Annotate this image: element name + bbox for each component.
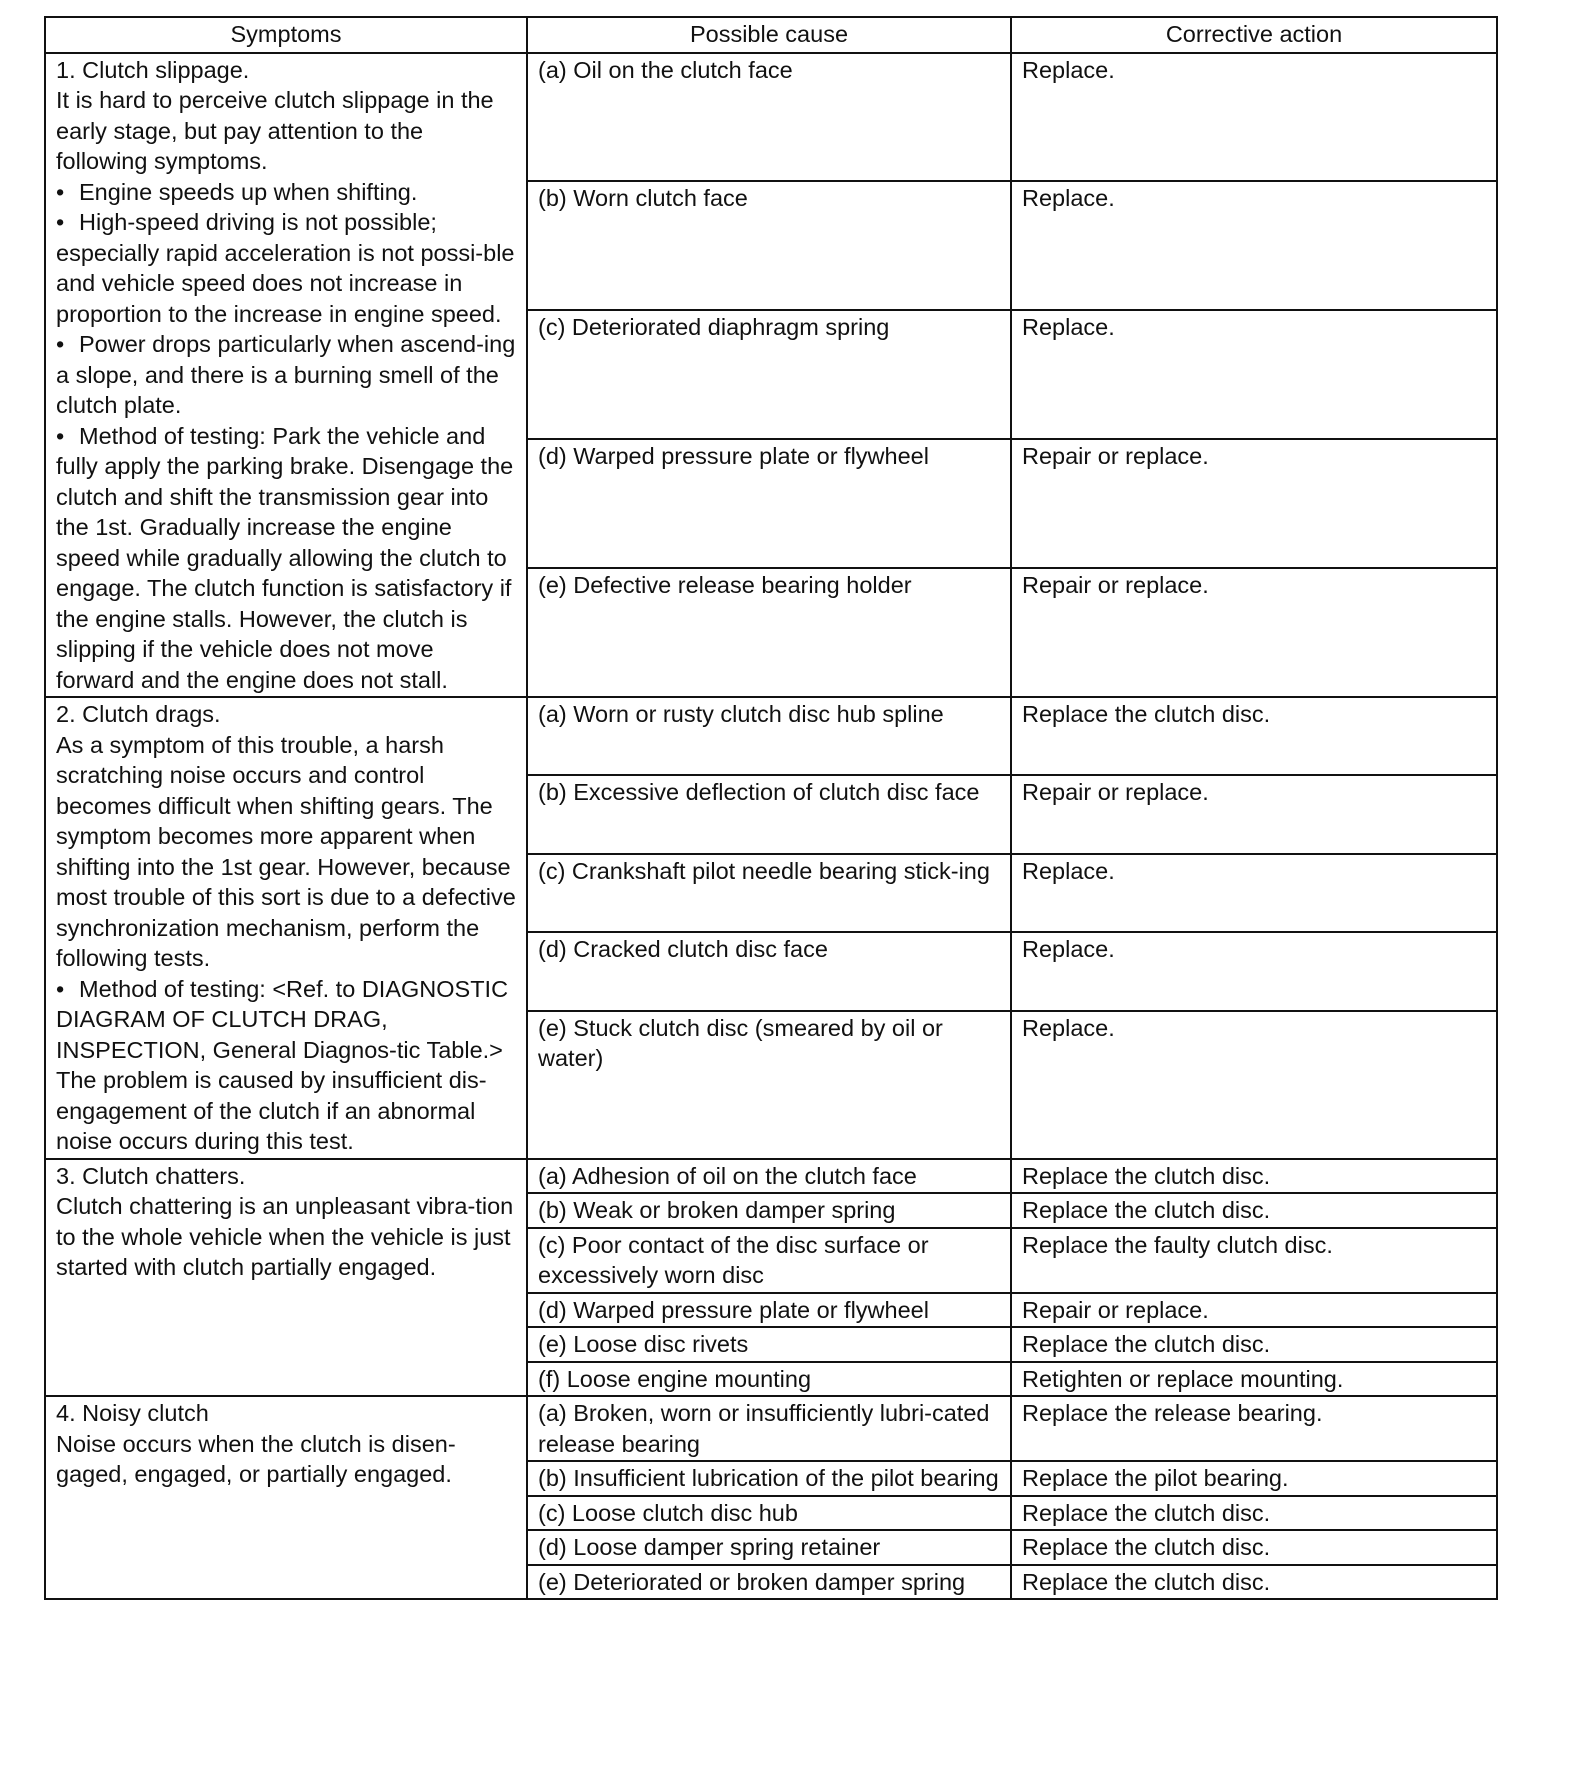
table-row [45,53,1497,182]
cause-cell: (a) Broken, worn or insufficiently lubri-cated release bearing [527,1396,1011,1461]
action-cell: Repair or replace. [1011,775,1497,853]
header-symptoms: Symptoms [45,17,527,53]
symptom-bullet [56,177,516,208]
table-row [45,1396,1497,1461]
symptom-cell [45,1396,527,1599]
cause-cell: (e) Deteriorated or broken damper spring [527,1565,1011,1600]
action-cell: Replace. [1011,932,1497,1010]
symptom-text: As a symptom of this trouble, a harsh scratching noise occurs and control becomes difficult when shifting gears. The symptom becomes more apparent when shifting into the 1st gear. However, because most trouble of this sort is due to a defective synchronization mechanism, perform the following tests. [56,731,516,971]
header-row [45,17,1497,53]
cause-cell: (c) Loose clutch disc hub [527,1496,1011,1531]
cause-cell: (c) Poor contact of the disc surface or excessively worn disc [527,1228,1011,1293]
action-cell: Replace. [1011,53,1497,182]
cause-cell: (c) Deteriorated diaphragm spring [527,310,1011,439]
symptom-bullet [56,207,516,329]
cause-cell: (b) Weak or broken damper spring [527,1193,1011,1228]
cause-cell: (d) Warped pressure plate or flywheel [527,1293,1011,1328]
cause-cell: (a) Worn or rusty clutch disc hub spline [527,697,1011,775]
symptom-title: 1. Clutch slippage. [56,56,250,83]
symptom-bullet [56,974,516,1066]
table-body [45,53,1497,1600]
action-cell: Replace. [1011,310,1497,439]
action-cell: Replace the clutch disc. [1011,1496,1497,1531]
header-corrective-action: Corrective action [1011,17,1497,53]
action-cell: Replace the clutch disc. [1011,1530,1497,1565]
cause-cell: (a) Oil on the clutch face [527,53,1011,182]
cause-cell: (b) Excessive deflection of clutch disc face [527,775,1011,853]
symptom-bullet-text: Engine speeds up when shifting. [79,178,418,205]
symptom-text: The problem is caused by insufficient dis-engagement of the clutch if an abnormal noise occurs during this test. [56,1067,487,1154]
symptom-text: It is hard to perceive clutch slippage in the early stage, but pay attention to the following symptoms. [56,87,494,174]
cause-cell: (e) Stuck clutch disc (smeared by oil or water) [527,1011,1011,1159]
bullet-dot-icon: • [56,975,65,1002]
action-cell: Replace the clutch disc. [1011,1327,1497,1362]
bullet-dot-icon: • [56,331,65,357]
action-cell: Repair or replace. [1011,1293,1497,1328]
symptom-cell [45,53,527,698]
action-cell: Retighten or replace mounting. [1011,1362,1497,1397]
action-cell: Replace. [1011,854,1497,932]
table-row [45,697,1497,775]
symptom-bullet-text: High-speed driving is not possible; especially rapid acceleration is not possi-ble and vehicle speed does not increase in proportion to the increase in engine speed. [56,209,515,327]
symptom-bullet [56,329,516,421]
action-cell: Repair or replace. [1011,568,1497,697]
symptom-text: Clutch chattering is an unpleasant vibra-tion to the whole vehicle when the vehicle is just started with clutch partially engaged. [56,1193,514,1280]
bullet-dot-icon: • [56,422,65,449]
action-cell: Replace. [1011,181,1497,310]
symptom-bullet-text: Power drops particularly when ascend-ing a slope, and there is a burning smell of the clutch plate. [56,331,516,418]
header-possible-cause: Possible cause [527,17,1011,53]
cause-cell: (c) Crankshaft pilot needle bearing stick-ing [527,854,1011,932]
action-cell: Replace the clutch disc. [1011,697,1497,775]
action-cell: Replace the release bearing. [1011,1396,1497,1461]
cause-cell: (d) Cracked clutch disc face [527,932,1011,1010]
action-cell: Replace the clutch disc. [1011,1159,1497,1194]
cause-cell: (b) Insufficient lubrication of the pilot bearing [527,1461,1011,1496]
symptom-title: 3. Clutch chatters. [56,1162,246,1189]
cause-cell: (e) Defective release bearing holder [527,568,1011,697]
symptom-cell [45,697,527,1159]
clutch-diagnostic-table [44,16,1498,1600]
bullet-dot-icon: • [56,209,65,235]
cause-cell: (a) Adhesion of oil on the clutch face [527,1159,1011,1194]
cause-cell: (b) Worn clutch face [527,181,1011,310]
symptom-title: 4. Noisy clutch [56,1400,209,1426]
action-cell: Repair or replace. [1011,439,1497,568]
action-cell: Replace. [1011,1011,1497,1159]
symptom-cell [45,1159,527,1397]
action-cell: Replace the faulty clutch disc. [1011,1228,1497,1293]
cause-cell: (f) Loose engine mounting [527,1362,1011,1397]
action-cell: Replace the clutch disc. [1011,1193,1497,1228]
bullet-dot-icon: • [56,178,65,205]
cause-cell: (e) Loose disc rivets [527,1327,1011,1362]
symptom-bullet-text: Method of testing: Park the vehicle and fully apply the parking brake. Disengage the clutch and shift the transmission gear into the 1st. Gradually increase the engine speed while gradually allowing the clutch to engage. The clutch function is satisfactory if the engine stalls. However, the clutch is slipping if the vehicle does not move forward and the engine does not stall. [56,422,514,693]
symptom-text: Noise occurs when the clutch is disen-gaged, engaged, or partially engaged. [56,1430,456,1487]
symptom-title: 2. Clutch drags. [56,701,221,727]
symptom-bullet [56,421,516,696]
action-cell: Replace the clutch disc. [1011,1565,1497,1600]
action-cell: Replace the pilot bearing. [1011,1461,1497,1496]
table-row [45,1159,1497,1194]
symptom-bullet-text: Method of testing: <Ref. to DIAGNOSTIC DIAGRAM OF CLUTCH DRAG, INSPECTION, General Diagnos-tic Table.> [56,975,509,1063]
cause-cell: (d) Loose damper spring retainer [527,1530,1011,1565]
cause-cell: (d) Warped pressure plate or flywheel [527,439,1011,568]
